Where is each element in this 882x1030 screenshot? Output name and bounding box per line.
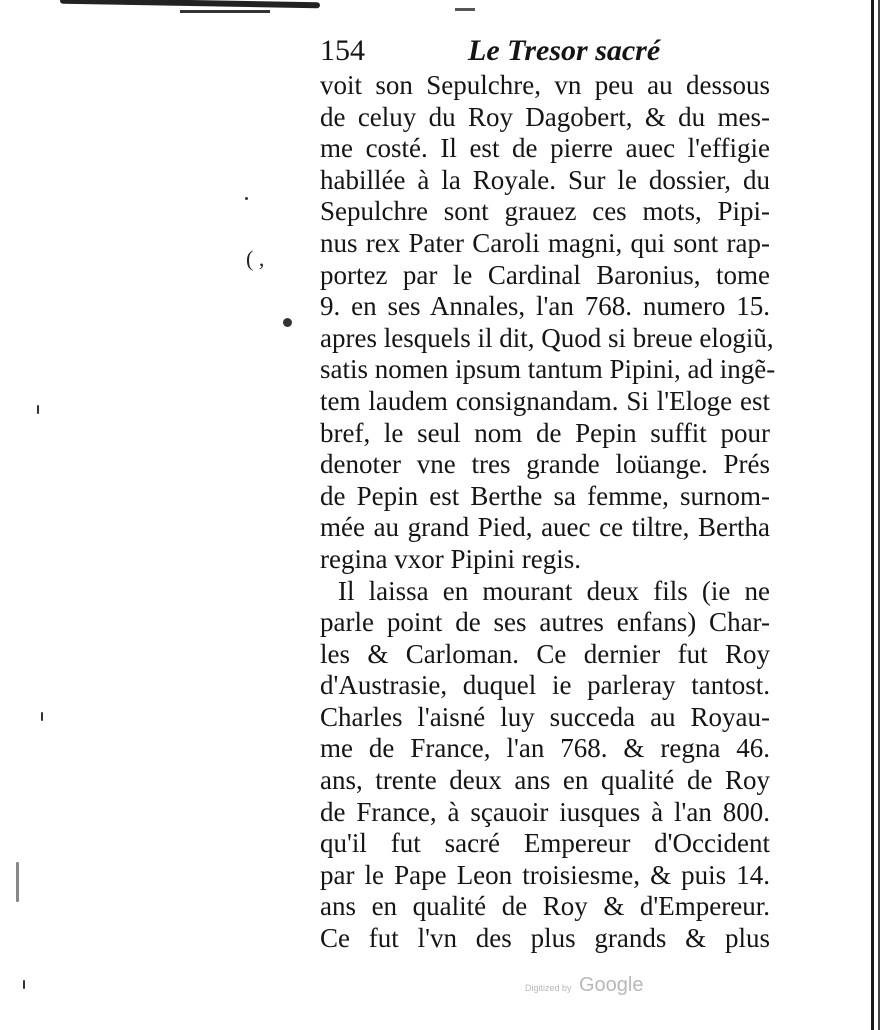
text-line: de celuy du Roy Dagobert, & du mes-	[320, 101, 770, 132]
ink-speck	[245, 197, 248, 200]
text-line: ans, trente deux ans en qualité de Roy	[320, 765, 770, 796]
text-line: de France, à sçauoir iusques à l'an 800.	[320, 796, 770, 827]
text-line: satis nomen ipsum tantum Pipini, ad ingẽ-	[320, 354, 776, 385]
text-line: parle point de ses autres enfans) Char-	[320, 607, 770, 638]
text-line: qu'il fut sacré Empereur d'Occident	[320, 828, 770, 859]
text-line: regina vxor Pipini regis.	[320, 543, 581, 574]
top-edge-smudge	[455, 8, 475, 11]
page-edge	[878, 0, 880, 1030]
text-line: les & Carloman. Ce dernier fut Roy	[320, 638, 770, 669]
text-line: mée au grand Pied, auec ce tiltre, Bertha	[320, 512, 770, 543]
running-title: Le Tresor sacré	[468, 34, 661, 67]
ink-speck	[37, 405, 39, 414]
text-line: portez par le Cardinal Baronius, tome	[320, 259, 770, 290]
text-line: voit son Sepulchre, vn peu au dessous	[320, 70, 770, 100]
watermark-prefix: Digitized by	[525, 983, 572, 993]
margin-note: ( ,	[246, 246, 265, 271]
ink-speck	[16, 862, 19, 902]
text-line: me de France, l'an 768. & regna 46.	[320, 733, 770, 764]
text-line: Sepulchre sont grauez ces mots, Pipi-	[320, 196, 770, 227]
top-edge-smudge	[60, 0, 320, 8]
digitized-watermark	[525, 974, 643, 997]
ink-speck	[41, 712, 43, 721]
text-line: Ce fut l'vn des plus grands & plus	[320, 923, 770, 954]
text-line: 9. en ses Annales, l'an 768. numero 15.	[320, 291, 770, 322]
ink-blot	[283, 318, 292, 327]
text-line: d'Austrasie, duquel ie parleray tantost.	[320, 670, 770, 701]
text-line: par le Pape Leon troisiesme, & puis 14.	[320, 859, 770, 890]
page-header	[320, 34, 780, 70]
text-line: habillée à la Royale. Sur le dossier, du	[320, 164, 770, 195]
google-logo: Google	[578, 974, 644, 996]
ink-speck	[23, 980, 25, 989]
page-number: 154	[320, 34, 365, 67]
text-line: bref, le seul nom de Pepin suffit pour	[320, 417, 770, 448]
text-line: denoter vne tres grande loüange. Prés	[320, 449, 770, 480]
body-text	[320, 70, 776, 955]
text-line: de Pepin est Berthe sa femme, surnom-	[320, 480, 770, 511]
text-line: me costé. Il est de pierre auec l'effigie	[320, 133, 770, 164]
text-line: Il laissa en mourant deux fils (ie ne	[338, 575, 770, 606]
text-line: Charles l'aisné luy succeda au Royau-	[320, 701, 770, 732]
text-line: tem laudem consignandam. Si l'Eloge est	[320, 385, 770, 416]
text-line: nus rex Pater Caroli magni, qui sont rap-	[320, 227, 770, 258]
text-line: apres lesquels il dit, Quod si breue elogiũ,	[320, 322, 774, 353]
text-line: ans en qualité de Roy & d'Empereur.	[320, 891, 770, 922]
page-edge	[871, 0, 874, 1030]
top-edge-smudge	[180, 10, 270, 13]
